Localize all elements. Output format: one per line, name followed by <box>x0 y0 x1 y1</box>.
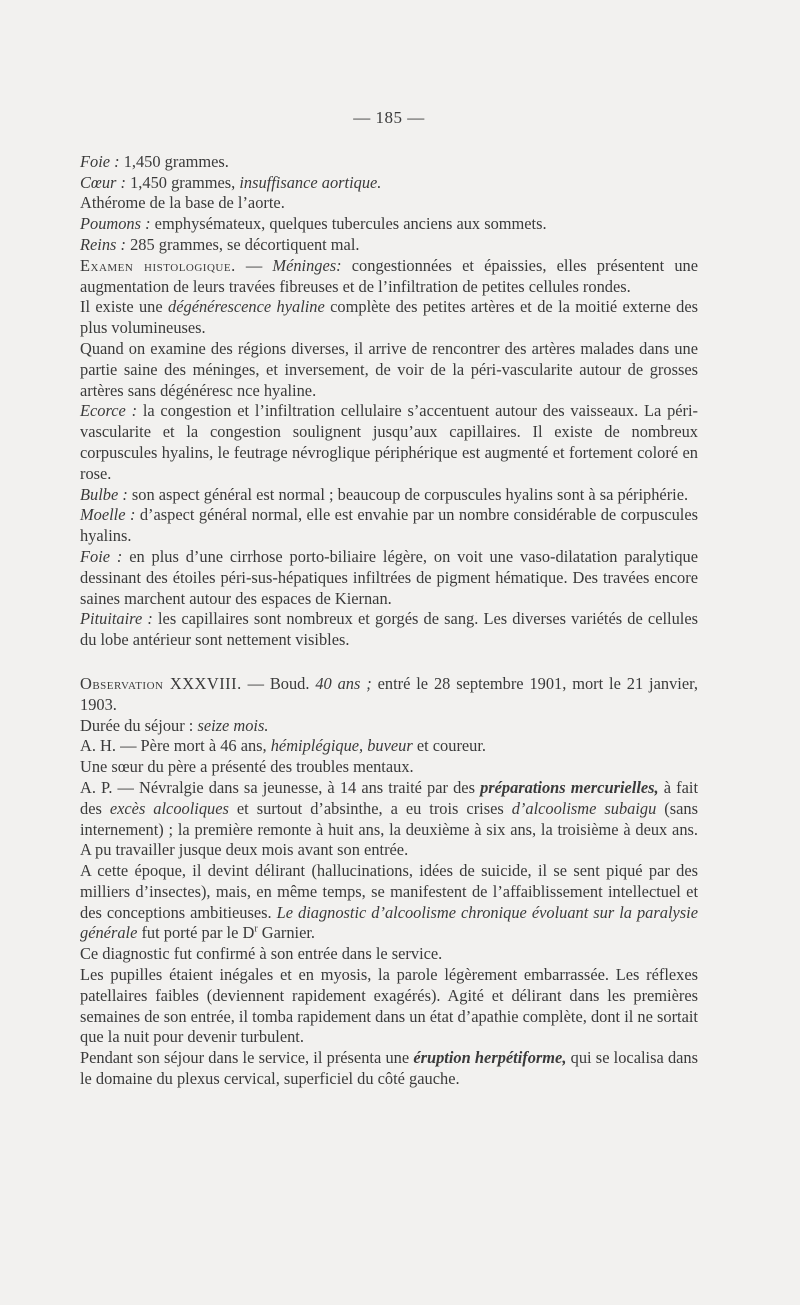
paragraph-duree <box>80 716 698 737</box>
superscript: r <box>254 924 258 936</box>
text: d’aspect général normal, elle est envahie par un nombre considérable de corpuscules hyalins. <box>80 505 699 546</box>
paragraph-foie <box>80 152 698 173</box>
observation-section <box>80 674 698 1090</box>
paragraph-pituitaire <box>80 609 698 651</box>
paragraph-epoque <box>80 861 698 944</box>
text: 285 grammes, se décortiquent mal. <box>125 234 360 254</box>
text: Durée du séjour : <box>80 715 198 735</box>
emphasis: d’alcoolisme subaigu <box>511 798 657 818</box>
text: Pendant son séjour dans le service, il présenta une <box>80 1048 414 1068</box>
emphasis: seize mois. <box>197 715 269 735</box>
paragraph-atherome: Athérome de la base de l’aorte. <box>80 193 285 213</box>
paragraph-antecedents-personnels <box>80 778 698 861</box>
dash: — <box>235 255 273 275</box>
text: et surtout d’absinthe, a eu trois crises <box>228 798 512 818</box>
paragraph-observation-heading <box>80 674 698 716</box>
label: Méninges: <box>272 255 342 275</box>
text: A. P. — Névralgie dans sa jeunesse, à 14 ans traité par des <box>80 777 481 797</box>
paragraph-pupilles: Les pupilles étaient inégales et en myosis, la parole légèrement embarrassée. Les réflexes patellaires faibles (deviennent rapidement exagérés). Agité et délirant dans les premières semaines de son entrée, il tomba rapidement dans un état d’apathie complète, dont il ne sortait que la nuit pour devenir turbulent. <box>80 965 698 1047</box>
emphasis: 40 ans ; <box>315 673 372 693</box>
text: les capillaires sont nombreux et gorgés de sang. Les diverses variétés de cellules du lobe antérieur sont nettement visibles. <box>80 609 698 650</box>
paragraph-regions: Quand on examine des régions diverses, il arrive de rencontrer des artères malades dans une partie saine des méninges, et inversement, de voir de la péri-vascularite autour de grosses artères sans dégénéresc nce hyaline. <box>80 338 698 400</box>
label: Foie : <box>80 151 120 171</box>
paragraph-examen-histologique <box>80 256 698 298</box>
paragraph-diagnostic: Ce diagnostic fut confirmé à son entrée dans le service. <box>80 944 443 964</box>
label: Moelle : <box>80 505 136 525</box>
label: Bulbe : <box>80 484 128 504</box>
text: congestionnées et épaissies, elles présentent une augmentation de leurs travées fibreuses et de l’infiltration de petites cellules rondes. <box>80 255 698 296</box>
emphasis: dégénérescence hyaline <box>168 297 325 317</box>
emphasis: excès alcooliques <box>109 798 229 818</box>
text: qui se localisa dans le domaine du plexus cervical, superficiel du côté gauche. <box>80 1048 698 1089</box>
text: A. H. — Père mort à 46 ans, <box>80 736 271 756</box>
label: Pituitaire : <box>80 609 153 629</box>
page-number: — 185 — <box>353 108 425 127</box>
paragraph-soeur: Une sœur du père a présenté des troubles mentaux. <box>80 757 414 777</box>
paragraph-degenerescence <box>80 297 698 339</box>
text: — Boud. <box>241 673 316 693</box>
label: Poumons : <box>80 214 151 234</box>
text: son aspect général est normal ; beaucoup de corpuscules hyalins sont à sa périphérie. <box>127 484 689 504</box>
text: Garnier. <box>257 923 315 943</box>
text: entré le 28 septembre 1901, mort le 21 janvier, 1903. <box>80 673 698 714</box>
emphasis: préparations mercurielles, <box>480 777 659 797</box>
section-heading: Examen histologique. <box>80 255 236 275</box>
emphasis: Le diagnostic d’alcoolisme chronique évoluant sur la paralysie générale <box>80 902 698 943</box>
paragraph-bulbe <box>80 485 698 506</box>
observation-title: Observation XXXVIII. <box>80 673 242 693</box>
text: 1,450 grammes, <box>126 172 240 192</box>
label: Reins : <box>80 234 126 254</box>
emphasis: hémiplégique, buveur <box>270 736 413 756</box>
label: Cœur : <box>80 172 126 192</box>
paragraph-eruption <box>80 1048 698 1090</box>
paragraph-foie-histo <box>80 547 698 609</box>
text: la congestion et l’infiltration cellulaire s’accentuent autour des vaisseaux. La péri-vascularite et la congestion soulignent jusqu’aux capillaires. Il existe de nombreux corpuscules hyalins, le feutrage névroglique périphérique est augmenté et fortement coloré en rose. <box>80 401 699 483</box>
text: et coureur. <box>412 736 487 756</box>
paragraph-moelle <box>80 505 698 547</box>
text: (sans internement) ; la première remonte à huit ans, la deuxième à six ans, la troisième à deux ans. A pu travailler jusque deux mois avant son entrée. <box>80 798 698 860</box>
paragraph-reins <box>80 235 698 256</box>
paragraph-coeur <box>80 173 698 194</box>
paragraph-ecorce <box>80 401 698 484</box>
section-spacer <box>80 651 698 674</box>
text: en plus d’une cirrhose porto-biliaire légère, on voit une vaso-dilatation paralytique dessinant des étoiles péri-sus-hépatiques infiltrées de pigment hématique. Des travées encore saines marchent autour des espaces de Kiernan. <box>80 546 698 608</box>
autopsy-section <box>80 152 698 651</box>
label: Ecorce : <box>80 401 138 421</box>
emphasis: insuffisance aortique. <box>239 172 382 192</box>
text: fut porté par le D <box>137 923 255 943</box>
text: 1,450 grammes. <box>119 151 229 171</box>
text: Il existe une <box>80 297 169 317</box>
text: à fait des <box>80 777 698 818</box>
label: Foie : <box>80 546 123 566</box>
paragraph-poumons <box>80 214 698 235</box>
paragraph-antecedents-hereditaires <box>80 736 698 757</box>
text: complète des petites artères et de la moitié externe des plus volumineuses. <box>80 297 698 338</box>
document-page <box>80 108 698 1090</box>
text: emphysémateux, quelques tubercules anciens aux sommets. <box>150 214 547 234</box>
text: A cette époque, il devint délirant (hallucinations, idées de suicide, il se sent piqué par des milliers d’insectes), mais, en même temps, se manifestent de l’affaiblissement intellectuel et des conceptions ambitieuses. <box>80 861 698 922</box>
emphasis: éruption herpétiforme, <box>413 1048 567 1068</box>
